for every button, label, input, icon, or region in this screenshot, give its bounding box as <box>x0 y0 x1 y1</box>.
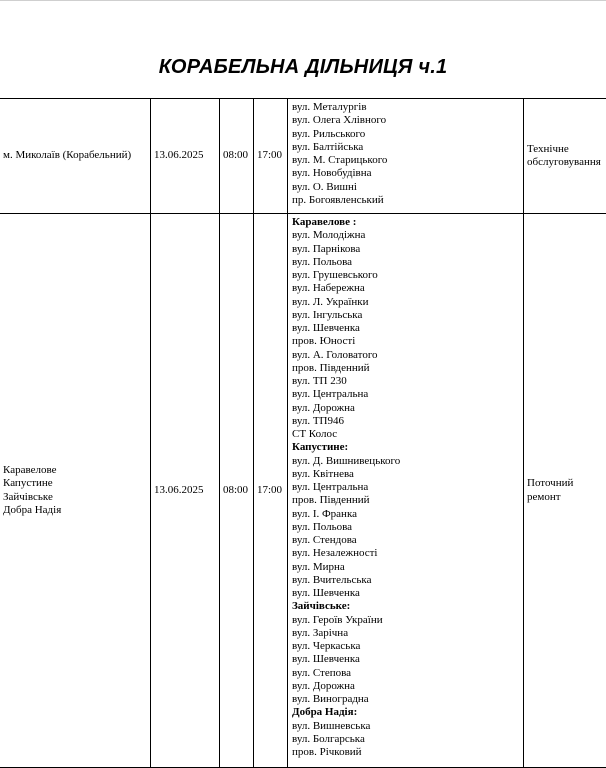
street: пр. Богоявленський <box>292 193 384 206</box>
place-line: Добра Надія <box>3 503 62 516</box>
street: вул. Шевченка <box>292 587 360 599</box>
street: вул. Вчительська <box>292 573 372 586</box>
work-type-line: ремонт <box>527 490 561 503</box>
place-cell <box>0 99 151 213</box>
street: вул. Болгарська <box>292 732 365 745</box>
start-time-cell <box>220 214 254 767</box>
date-value: 13.06.2025 <box>154 149 204 162</box>
street: вул. Дорожна <box>292 679 355 692</box>
table-row <box>0 214 606 768</box>
street: вул. Інгульська <box>292 308 363 321</box>
street: вул. Олега Хлівного <box>292 114 387 127</box>
outage-table <box>0 98 606 768</box>
work-type-line: Технічне <box>527 142 569 155</box>
street: вул. Парнікова <box>292 242 361 255</box>
street: пров. Південний <box>292 494 370 507</box>
streets-cell <box>288 214 524 767</box>
street: вул. Квітнева <box>292 467 354 480</box>
street: вул. Мирна <box>292 560 345 573</box>
settlement-heading: Капустине: <box>292 441 349 454</box>
street: вул. Набережна <box>292 282 365 295</box>
street: вул. Героїв України <box>292 613 383 626</box>
street: вул. Металургів <box>292 101 367 113</box>
work-type-cell <box>524 99 606 213</box>
end-time: 17:00 <box>257 149 283 162</box>
end-time-cell <box>254 99 288 213</box>
street: пров. Річковий <box>292 746 362 758</box>
table-row <box>0 99 606 214</box>
street: вул. Незалежності <box>292 547 378 560</box>
street: вул. ТП 230 <box>292 375 347 387</box>
street: вул. Вишневська <box>292 719 371 732</box>
street: вул. Зарічна <box>292 626 349 639</box>
street: вул. Шевченка <box>292 322 360 334</box>
work-type-cell <box>524 214 606 767</box>
place-line: Капустине <box>3 477 53 490</box>
street: СТ Колос <box>292 428 338 440</box>
street: вул. Молодіжна <box>292 229 366 242</box>
end-time-cell <box>254 214 288 767</box>
place-line: м. Миколаїв (Корабельний) <box>3 149 132 162</box>
start-time: 08:00 <box>223 483 249 496</box>
end-time: 17:00 <box>257 483 283 496</box>
street: вул. М. Старицького <box>292 154 388 166</box>
street: вул. Шевченка <box>292 653 360 666</box>
street: вул. Центральна <box>292 388 369 401</box>
street: вул. Польова <box>292 520 353 533</box>
street: вул. А. Головатого <box>292 348 378 361</box>
start-time: 08:00 <box>223 149 249 162</box>
work-type-line: Поточний <box>527 477 574 490</box>
street: вул. Л. Українки <box>292 295 369 308</box>
place-line: Зайчівське <box>3 490 53 503</box>
place-line: Каравелове <box>3 464 57 476</box>
street: вул. ТП946 <box>292 414 344 427</box>
date-value: 13.06.2025 <box>154 483 204 496</box>
street: вул. О. Вишні <box>292 180 357 193</box>
street: вул. Центральна <box>292 481 369 493</box>
street: вул. Степова <box>292 666 352 679</box>
street: вул. І. Франка <box>292 507 358 520</box>
street: вул. Балтійська <box>292 140 364 153</box>
street: пров. Юності <box>292 335 356 348</box>
streets-cell <box>288 99 524 213</box>
street: вул. Грушевського <box>292 269 378 281</box>
settlement-heading: Добра Надія: <box>292 706 358 719</box>
street: пров. Південний <box>292 361 370 374</box>
street: вул. Рильського <box>292 127 366 140</box>
street: вул. Польова <box>292 255 353 268</box>
street: вул. Черкаська <box>292 640 361 652</box>
top-rule <box>0 0 606 1</box>
street: вул. Д. Вишнивецького <box>292 454 401 467</box>
street: вул. Дорожна <box>292 401 355 414</box>
settlement-heading: Каравелове : <box>292 216 357 228</box>
work-type-line: обслуговування <box>527 156 601 168</box>
date-cell <box>151 214 220 767</box>
street: вул. Виноградна <box>292 693 369 705</box>
page-title: КОРАБЕЛЬНА ДІЛЬНИЦЯ ч.1 <box>158 56 448 78</box>
date-cell <box>151 99 220 213</box>
place-cell <box>0 214 151 767</box>
settlement-heading: Зайчівське: <box>292 600 351 613</box>
street: вул. Стендова <box>292 534 357 546</box>
street: вул. Новобудівна <box>292 167 372 180</box>
start-time-cell <box>220 99 254 213</box>
